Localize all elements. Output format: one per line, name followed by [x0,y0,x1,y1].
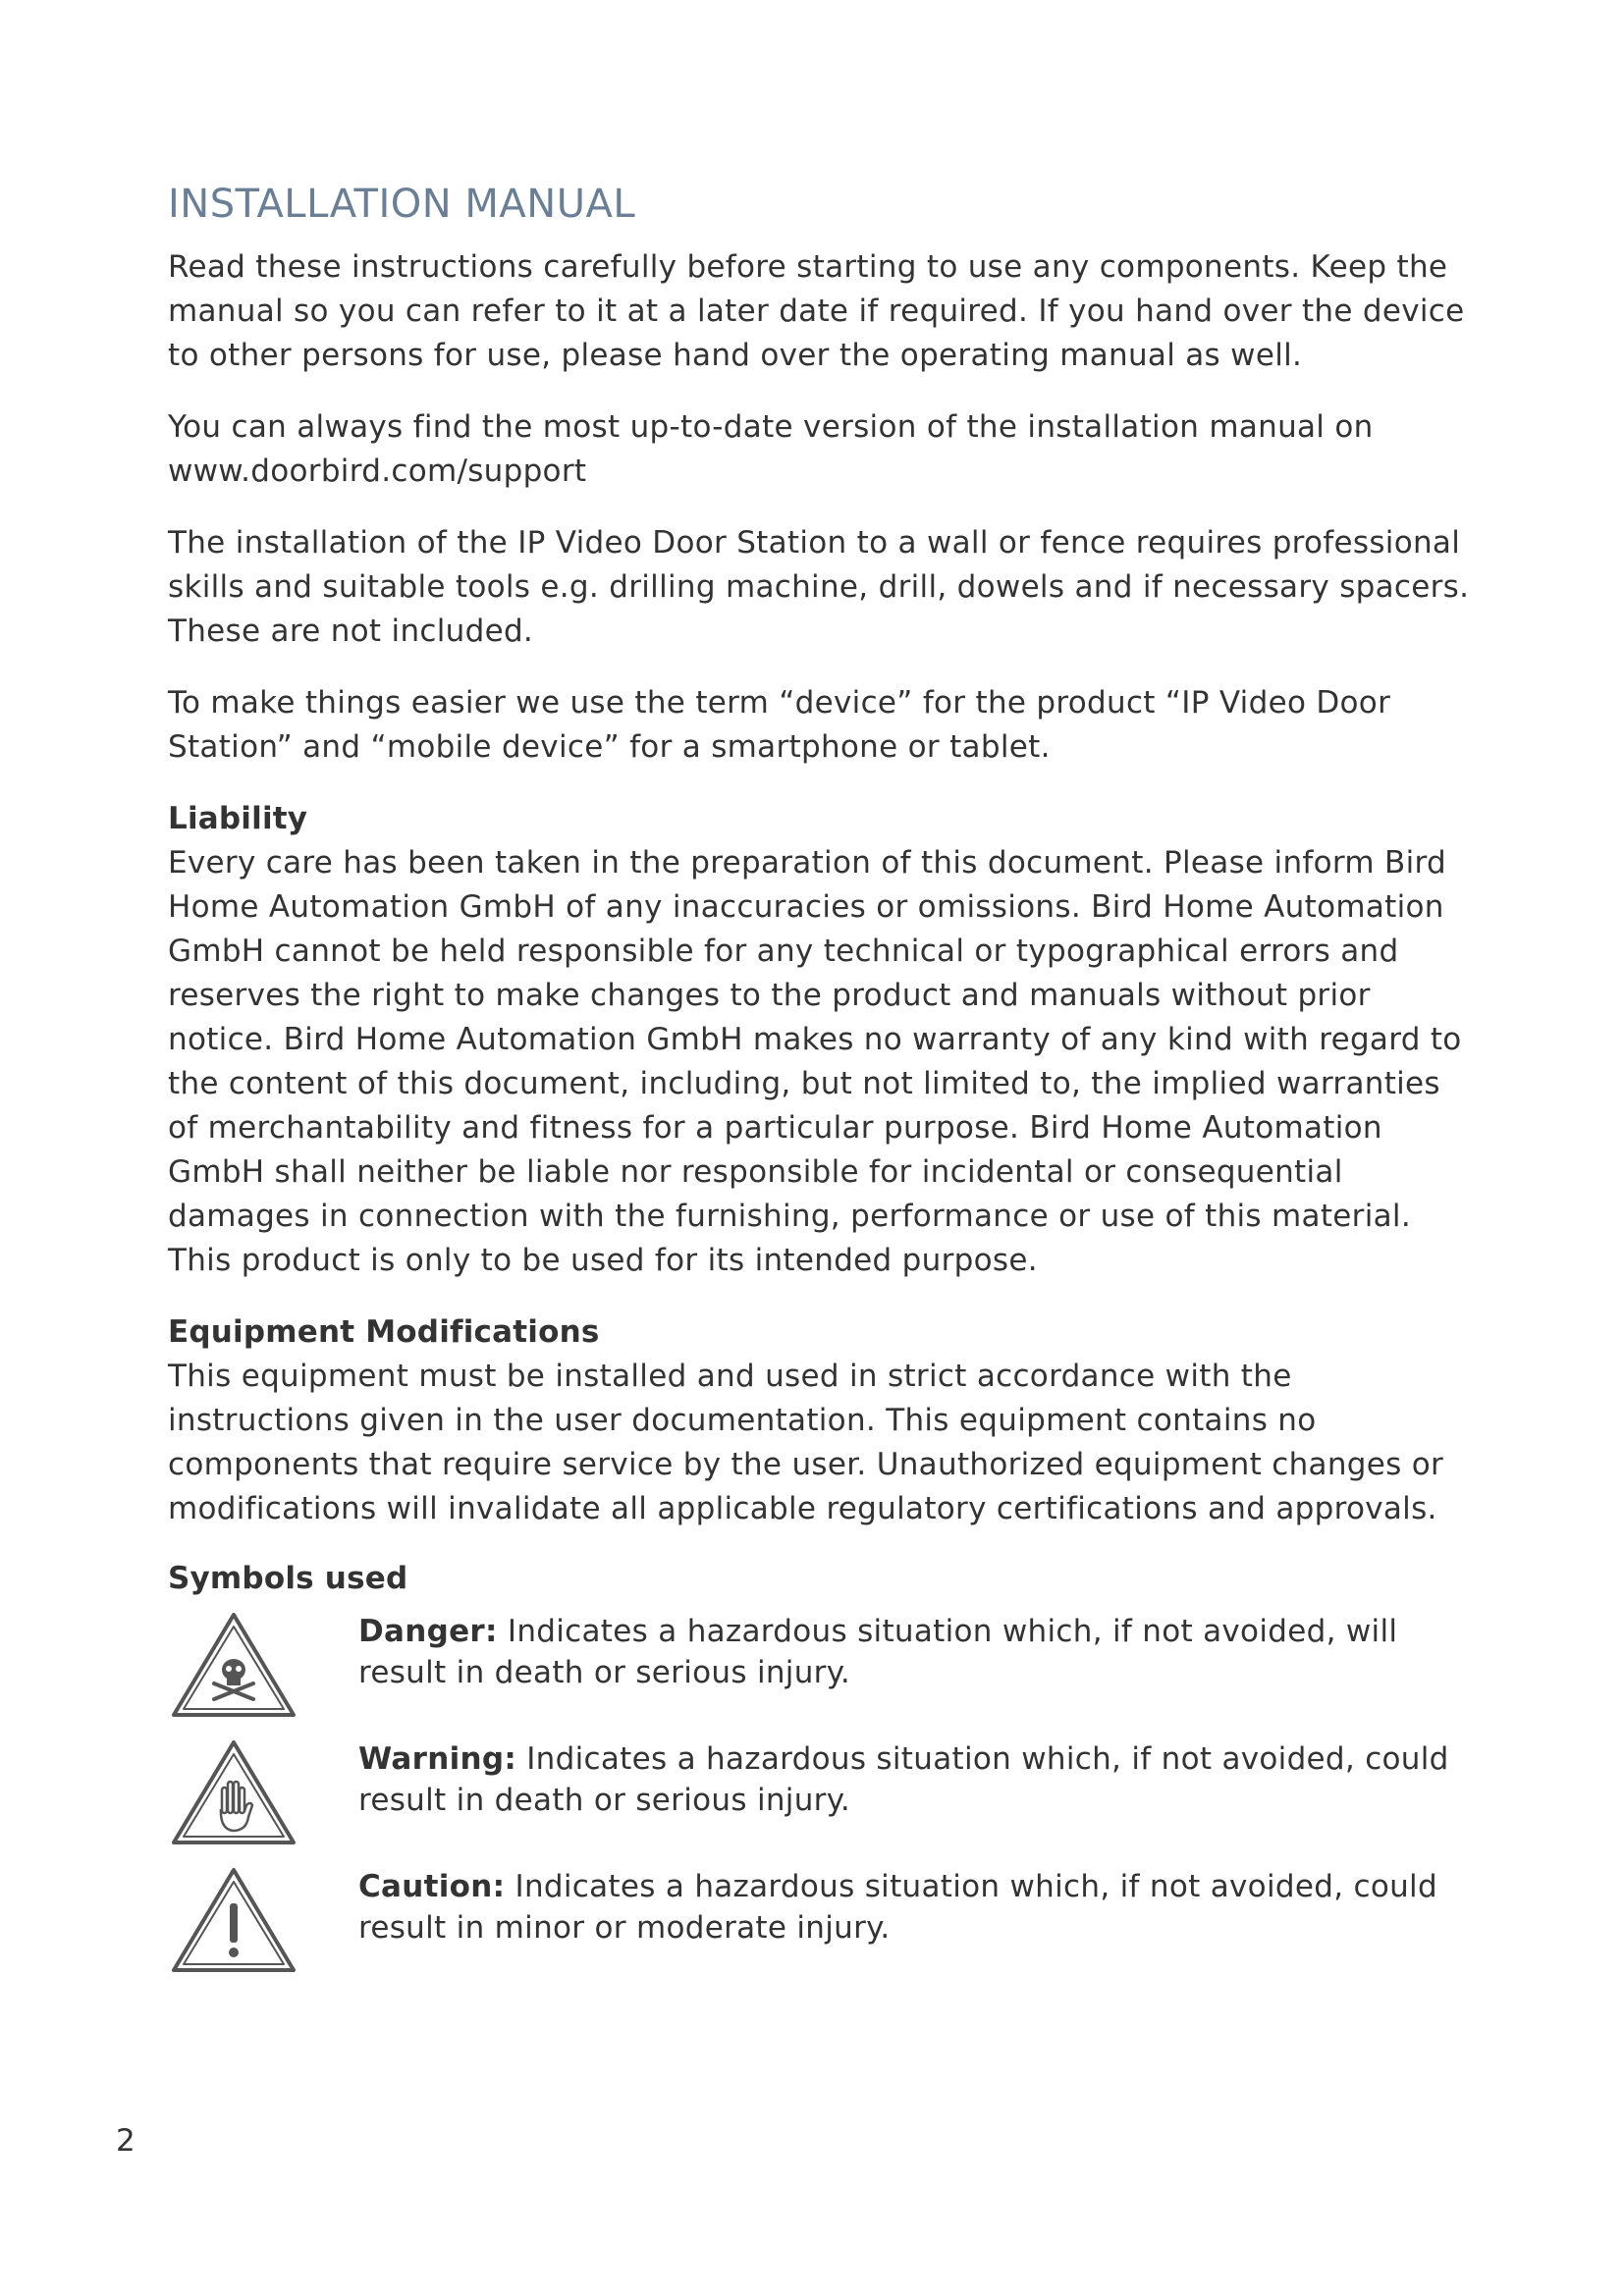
intro-paragraph-2: You can always find the most up-to-date version of the installation manual on www.doorbird.com/support [168,409,1374,489]
symbol-warning-description [358,1738,1474,1821]
intro-paragraph-1: Read these instructions carefully before starting to use any components. Keep the manual so you can refer to it at a later date if required. If you hand over the device to other persons for use, please hand over the operating manual as well. [168,249,1465,373]
symbols-heading: Symbols used [168,1561,408,1596]
intro-paragraph-4: To make things easier we use the term “device” for the product “IP Video Door Station” and “mobile device” for a smartphone or tablet. [168,685,1391,765]
caution-exclamation-icon [168,1864,299,1976]
symbol-caution-label: Caution: [358,1869,506,1904]
liability-heading: Liability [168,801,308,836]
equipment-modifications-heading: Equipment Modifications [168,1314,600,1350]
symbol-danger-description [358,1611,1474,1693]
symbol-caution-description [358,1866,1474,1949]
symbol-danger-label: Danger: [358,1614,498,1649]
danger-skull-icon [168,1609,299,1721]
intro-paragraph-3: The installation of the IP Video Door Station to a wall or fence requires professional skills and suitable tools e.g. drilling machine, drill, dowels and if necessary spacers. These are not included. [168,525,1470,649]
manual-page [168,177,1474,1992]
symbol-caution-row [168,1864,1474,1992]
equipment-modifications-body: This equipment must be installed and used in strict accordance with the instructions given in the user documentation. This equipment contains no components that require service by the user. Unauthorized equipment changes or modifications will invalidate all applicable regulatory certifications and approvals. [168,1359,1444,1526]
symbol-warning-text: Indicates a hazardous situation which, if not avoided, could result in death or serious injury. [358,1741,1449,1818]
symbols-list [168,1609,1474,1992]
symbol-warning-label: Warning: [358,1741,517,1777]
page-title: INSTALLATION MANUAL [168,182,636,227]
page-number: 2 [116,2123,135,2159]
warning-hand-icon [168,1736,299,1848]
symbol-danger-row [168,1609,1474,1736]
symbol-danger-text: Indicates a hazardous situation which, if not avoided, will result in death or serious injury. [358,1614,1398,1690]
liability-body: Every care has been taken in the preparation of this document. Please inform Bird Home Automation GmbH of any inaccuracies or omissions. Bird Home Automation GmbH cannot be held responsible for any technical or typographical errors and reserves the right to make changes to the product and manuals without prior notice. Bird Home Automation GmbH makes no warranty of any kind with regard to the content of this document, including, but not limited to, the implied warranties of merchantability and fitness for a particular purpose. Bird Home Automation GmbH shall neither be liable nor responsible for incidental or consequential damages in connection with the furnishing, performance or use of this material. This product is only to be used for its intended purpose. [168,845,1462,1278]
symbol-caution-text: Indicates a hazardous situation which, if not avoided, could result in minor or moderate injury. [358,1869,1437,1946]
symbol-warning-row [168,1736,1474,1864]
